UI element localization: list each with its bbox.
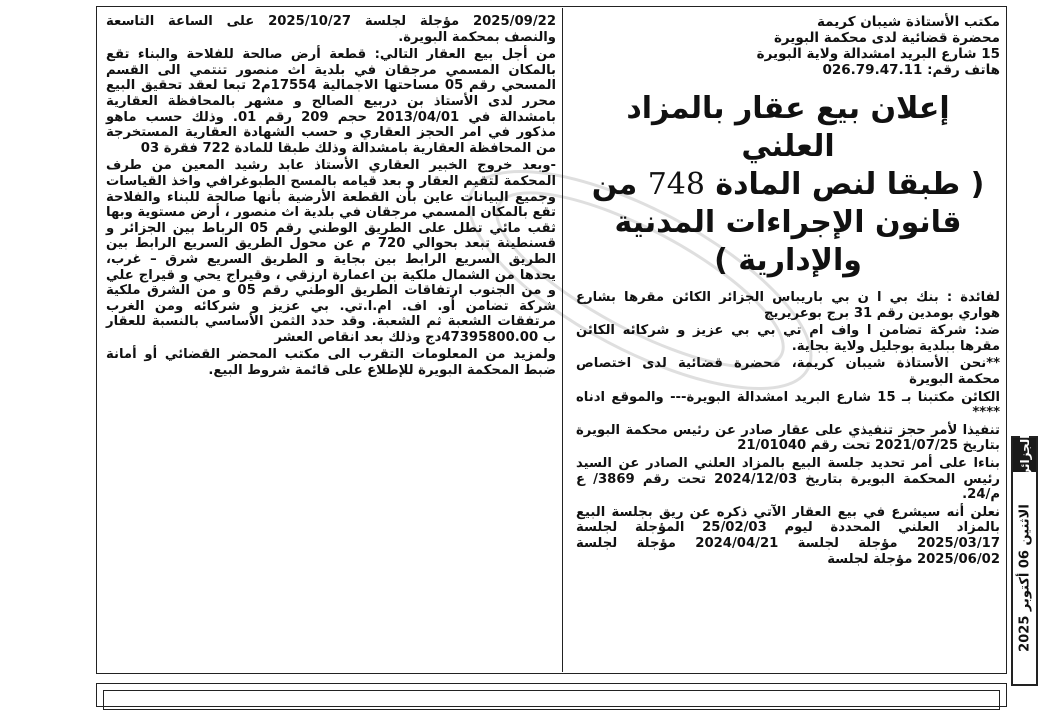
title-line-1: إعلان بيع عقار بالمزاد العلني (626, 91, 950, 164)
notice-title (576, 90, 1000, 280)
right-paragraph: بناءا على أمر تحديد جلسة البيع بالمزاد العلني الصادر عن السيد رئيس المحكمة البويرة بتاريخ 2024/12/03 تحت رقم 3869/ ع م/24. (576, 455, 1000, 503)
newspaper-brand: الجزائر (1018, 434, 1032, 476)
office-name: مكتب الأستاذة شيبان كريمة (817, 14, 1000, 30)
office-address: 15 شارع البريد امشدالة ولاية البويرة (756, 46, 1000, 62)
right-paragraph: نعلن أنه سيشرع في بيع العقار الآتي ذكره عن ريق بجلسة البيع بالمزاد العلني المحددة ليوم 25/02/03 المؤجلة لجلسة 2025/03/17 مؤجلة لجلسة 2024/04/21 مؤجلة لجلسة 2025/06/02 مؤجلة لجلسة (576, 504, 1000, 567)
bailiff-office-header (576, 14, 1000, 78)
title-line-2b: من (591, 167, 648, 202)
office-phone: هاتف رقم: 026.79.47.11 (822, 62, 1000, 78)
left-paragraph: من أجل بيع العقار التالي: قطعة أرض صالحة للفلاحة والبناء تقع بالمكان المسمي مرجقان في بلدية اث منصور تنتمي الى القسم المسحي رقم 05 مساحتها الاجمالية 17554م2 تبعا لعقد تحقيق البيع محرر لدى الأستاذ بن دربيع الصالح و مشهر بالمحافظة العقارية بامشدالة في 2013/04/01 حجم 209 رقم 01. وذلك حسب ماهو مذكور في امر الحجز العقاري و حسب الشهادة العقارية المستخرجة من المحافظة العقارية بامشدالة وذلك طبقا للمادة 722 فقرة 03 (106, 47, 556, 156)
right-paragraph: لفائدة : بنك بي ا ن بي باريباس الجزائر الكائن مقرها بشارع هواري بومدين رقم 31 برج بوعريريج (576, 290, 1000, 321)
article-number: 748 (647, 167, 705, 202)
title-line-4: والإدارية ) (714, 243, 862, 278)
title-line-2a: ( طبقا لنص المادة (704, 167, 985, 202)
issue-side-tab (1011, 436, 1038, 686)
next-notice-inner-frame (103, 690, 1000, 710)
column-divider (562, 8, 563, 672)
brand-box (1013, 434, 1036, 476)
right-paragraph: الكائن مكتبنا بـ 15 شارع البريد امشدالة البويرة--- والموقع ادناه **** (576, 389, 1000, 421)
right-paragraph: تنفيذا لأمر حجز تنفيذي على عقار صادر عن رئيس محكمة البويرة بتاريخ 2021/07/25 تحت رقم 21/01040 (576, 422, 1000, 454)
left-paragraph: ولمزيد من المعلومات التقرب الى مكتب المحضر القضائي أو أمانة ضبط المحكمة البويرة للإطلاع على قائمة شروط البيع. (106, 347, 556, 379)
left-paragraph: -وبعد خروج الخبير العقاري الأستاذ عابد رشيد المعين من طرف المحكمة لتقيم العقار و بعد قيامه بالمسح الطبوغرافي واخذ القياسات وجميع البيانات عاين بأن القطعة الأرضية بأنها صالحة للبناء والفلاحة تقع بالمكان المسمي مرجقان في بلدية اث منصور ، أرض مستوية وبها ثقب مائي تطل على الطريق الوطني رقم 05 الرباط بين الجزائر و قسنطينة تبعد بحوالي 720 م عن محول الطريق السريع الرابط بين الطريق السريع الرابط بين بجاية و الطريق السريع شرق – غرب، يحدها من الشمال ملكية بن اعمارة ارزقي ، وقيراج يحي و قيراج علي و من الجنوب ارتفاقات الطريق الوطني رقم 05 و من الشرق ملكية شركة تضامن أو. اف. ام.ا.تي. بي عزيز و شركائه ومن الغرب مرتفقات الشعبة ثم الشعبة. وقد حدد الثمن الأساسي بالنسبة للعقار ب 47395800.00دج وذلك بعد انقاص العشر (106, 158, 556, 345)
title-line-3: قانون الإجراءات المدنية (614, 205, 962, 240)
right-paragraph: **نحن الأستاذة شيبان كريمة، محضرة قضائية لدى اختصاص محكمة البويرة (576, 356, 1000, 387)
office-role: محضرة قضائية لدى محكمة البويرة (773, 30, 1000, 46)
left-column (106, 14, 556, 381)
left-paragraph: 2025/09/22 مؤجلة لجلسة 2025/10/27 على الساعة التاسعة والنصف بمحكمة البويرة. (106, 14, 556, 45)
right-paragraph: ضد: شركة تضامن ا واف ام تي بي بي عزيز و شركائه الكائن مقرها ببلدية بوجليل ولاية بجاية. (576, 323, 1000, 354)
title-line-2 (576, 166, 1000, 204)
issue-date: الاثنين 06 أكتوبر 2025 (1017, 504, 1033, 652)
right-column (576, 14, 1000, 569)
